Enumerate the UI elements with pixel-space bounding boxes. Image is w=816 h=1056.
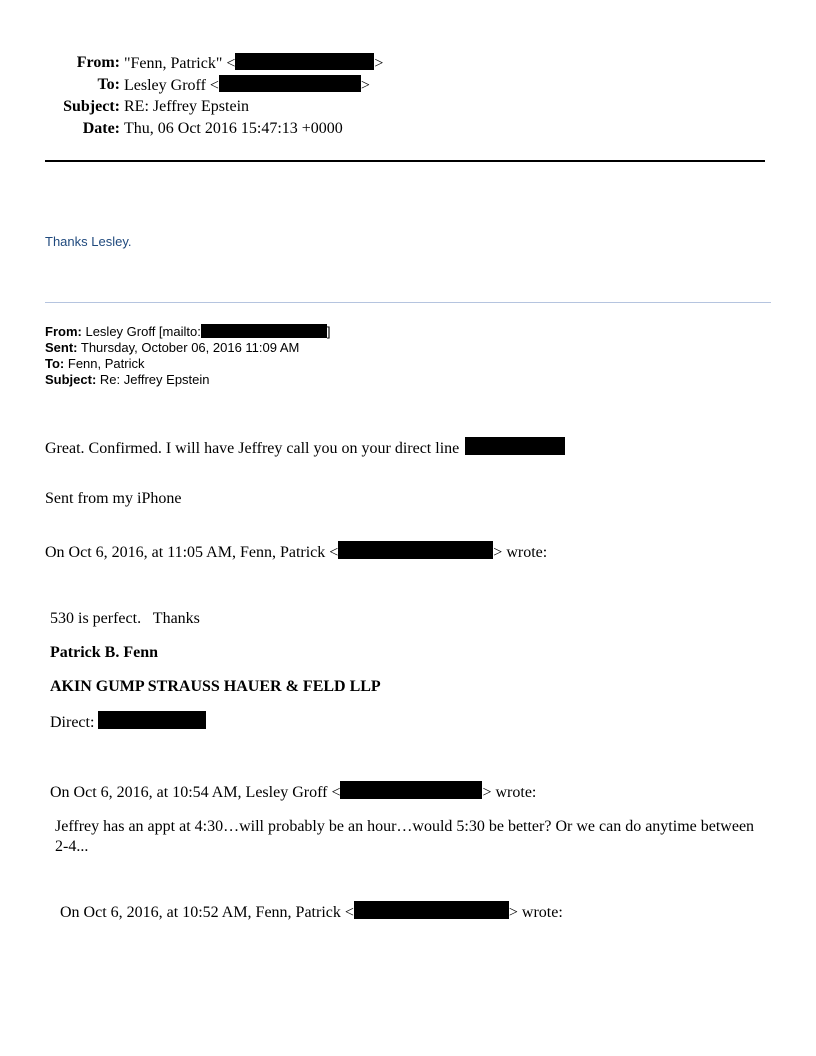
fwd-from-value: Lesley Groff [mailto:	[85, 324, 201, 339]
quote-attribution-1	[45, 541, 547, 563]
reply-divider	[45, 302, 771, 303]
fwd-from-close: ]	[326, 324, 331, 339]
close-angle: >	[360, 77, 370, 94]
fwd-sent-label: Sent:	[45, 340, 78, 355]
quote-attribution-3	[60, 901, 563, 923]
from-value	[124, 53, 383, 74]
reply-text: Thanks Lesley.	[45, 234, 132, 249]
forwarded-header	[45, 324, 330, 388]
appt-line-2: 2-4...	[55, 838, 89, 855]
fwd-from-label: From:	[45, 324, 82, 339]
redacted-email	[340, 781, 482, 799]
confirmed-line	[45, 437, 565, 459]
close-angle: >	[374, 55, 384, 72]
attribution-prefix: On Oct 6, 2016, at 11:05 AM, Fenn, Patrick <	[45, 544, 339, 561]
signature-name: Patrick B. Fenn	[50, 644, 158, 661]
quote-attribution-2	[50, 781, 536, 803]
from-name: "Fenn, Patrick" <	[124, 55, 236, 72]
redacted-email	[201, 324, 327, 338]
perfect-line: 530 is perfect. Thanks	[50, 610, 200, 627]
attribution-suffix: > wrote:	[508, 904, 563, 921]
fwd-to-label: To:	[45, 356, 65, 371]
fwd-to-line	[45, 356, 330, 372]
date-value: Thu, 06 Oct 2016 15:47:13 +0000	[124, 120, 343, 137]
fwd-subject-line	[45, 372, 330, 388]
appt-line-1: Jeffrey has an appt at 4:30…will probably be an hour…would 5:30 be better? Or we can do anytime between	[55, 818, 755, 835]
redacted-email	[235, 53, 374, 70]
subject-label: Subject:	[63, 98, 120, 115]
to-value	[124, 75, 370, 96]
direct-label: Direct:	[50, 714, 95, 731]
to-label: To:	[97, 76, 120, 93]
header-divider	[45, 160, 765, 162]
signature-firm: AKIN GUMP STRAUSS HAUER & FELD LLP	[50, 678, 381, 695]
fwd-sent-value: Thursday, October 06, 2016 11:09 AM	[80, 340, 300, 355]
to-name: Lesley Groff <	[124, 77, 219, 94]
redacted-email	[219, 75, 361, 92]
appt-message	[55, 817, 754, 857]
redacted-phone	[465, 437, 565, 455]
redacted-phone	[98, 711, 206, 729]
from-label: From:	[76, 54, 120, 71]
fwd-subject-value: Re: Jeffrey Epstein	[99, 372, 210, 387]
fwd-sent-line	[45, 340, 330, 356]
attribution-prefix: On Oct 6, 2016, at 10:54 AM, Lesley Groff <	[50, 784, 341, 801]
redacted-email	[354, 901, 509, 919]
attribution-suffix: > wrote:	[493, 544, 548, 561]
direct-line	[50, 711, 206, 733]
iphone-signature: Sent from my iPhone	[45, 490, 182, 507]
confirmed-text: Great. Confirmed. I will have Jeffrey call you on your direct line	[45, 440, 460, 457]
subject-value: RE: Jeffrey Epstein	[124, 98, 250, 115]
fwd-from-line	[45, 324, 330, 340]
fwd-to-value: Fenn, Patrick	[67, 356, 145, 371]
attribution-suffix: > wrote:	[482, 784, 537, 801]
fwd-subject-label: Subject:	[45, 372, 97, 387]
date-label: Date:	[82, 120, 120, 137]
redacted-email	[338, 541, 493, 559]
attribution-prefix: On Oct 6, 2016, at 10:52 AM, Fenn, Patrick <	[60, 904, 354, 921]
